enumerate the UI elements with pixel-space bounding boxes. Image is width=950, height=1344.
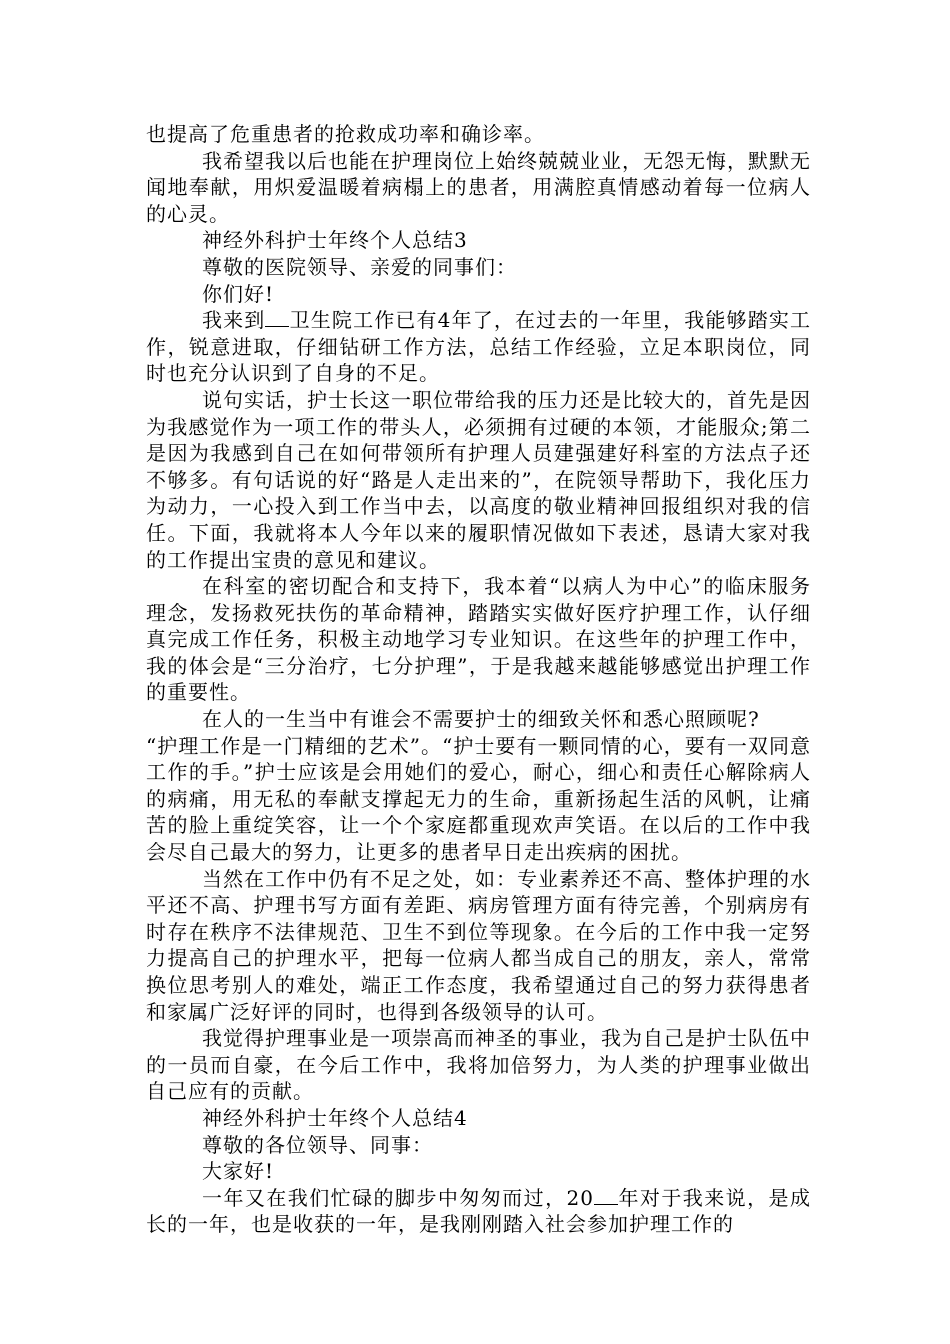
- paragraph-shortcomings: 当然在工作中仍有不足之处，如：专业素养还不高、整体护理的水平还不高、护理书写方面有差距、病房管理方面有待完善，个别病房有时存在秩序不法律规范、卫生不到位等现象。在今后的工作中我一定努力提高自己的护理水平，把每一位病人都当成自己的朋友，亲人，常常换位思考别人的难处，端正工作态度，我希望通过自己的努力获得患者和家属广泛好评的同时，也得到各级领导的认可。: [146, 866, 811, 1024]
- paragraph-hope: 我希望我以后也能在护理岗位上始终兢兢业业，无怨无悔，默默无闻地奉献，用炽爱温暖着病榻上的患者，用满腔真情感动着每一位病人的心灵。: [146, 148, 811, 226]
- intro-text-start: 我来到: [202, 308, 266, 333]
- paragraph-service: 在科室的密切配合和支持下，我本着“以病人为中心”的临床服务理念，发扬救死扶伤的革命精神，踏踏实实做好医疗护理工作，认仔细真完成工作任务，积极主动地学习专业知识。在这些年的护理工作中，我的体会是“三分治疗，七分护理”，于是我越来越能够感觉出护理工作的重要性。: [146, 574, 811, 705]
- paragraph-conclusion: 我觉得护理事业是一项崇高而神圣的事业，我为自己是护士队伍中的一员而自豪，在今后工作中，我将加倍努力，为人类的护理事业做出自己应有的贡献。: [146, 1026, 811, 1104]
- year-text-start: 一年又在我们忙碌的脚步中匆匆而过，20: [202, 1185, 594, 1210]
- paragraph-year-4: [146, 1185, 811, 1238]
- year-text-rest: 年对于我来说，是成长的一年，也是收获的一年，是我刚刚踏入社会参加护理工作的: [146, 1185, 811, 1237]
- intro-text-rest: 卫生院工作已有4年了，在过去的一年里，我能够踏实工作，锐意进取，仔细钻研工作方法，总结工作经验，立足本职岗位，同时也充分认识到了自身的不足。: [146, 308, 812, 386]
- greeting-4: 大家好!: [202, 1159, 275, 1184]
- blank-underline: [594, 1186, 618, 1205]
- salutation-3: 尊敬的医院领导、亲爱的同事们：: [202, 254, 517, 279]
- section-heading-4: 神经外科护士年终个人总结4: [202, 1105, 468, 1130]
- blank-underline: [265, 308, 289, 327]
- salutation-4: 尊敬的各位领导、同事：: [202, 1132, 433, 1157]
- paragraph-continuation: 也提高了危重患者的抢救成功率和确诊率。: [146, 122, 545, 146]
- care-text-rest: “护理工作是一门精细的艺术”。“护士要有一颗同情的心，要有一双同意工作的手。”护士应该是会用她们的爱心，耐心，细心和责任心解除病人的病痛，用无私的奉献支撑起无力的生命，重新扬起生活的风帆，让痛苦的脸上重绽笑容，让一个个家庭都重现欢声笑语。在以后的工作中我会尽自己最大的努力，让更多的患者早日走出疾病的困扰。: [146, 733, 811, 865]
- paragraph-care: [146, 706, 811, 866]
- greeting-3: 你们好!: [202, 281, 275, 306]
- document-body: [146, 121, 811, 1238]
- paragraph-intro-3: [146, 307, 811, 387]
- care-question-line: 在人的一生当中有谁会不需要护士的细致关怀和悉心照顾呢?: [202, 707, 760, 732]
- section-heading-3: 神经外科护士年终个人总结3: [202, 228, 468, 253]
- paragraph-pressure: 说句实话，护士长这一职位带给我的压力还是比较大的，首先是因为我感觉作为一项工作的带头人，必须拥有过硬的本领，才能服众;第二是因为我感到自己在如何带领所有护理人员建强建好科室的方法点子还不够多。有句话说的好“路是人走出来的”，在院领导帮助下，我化压力为动力，一心投入到工作当中去，以高度的敬业精神回报组织对我的信任。下面，我就将本人今年以来的履职情况做如下表述，恳请大家对我的工作提出宝贵的意见和建议。: [146, 387, 811, 572]
